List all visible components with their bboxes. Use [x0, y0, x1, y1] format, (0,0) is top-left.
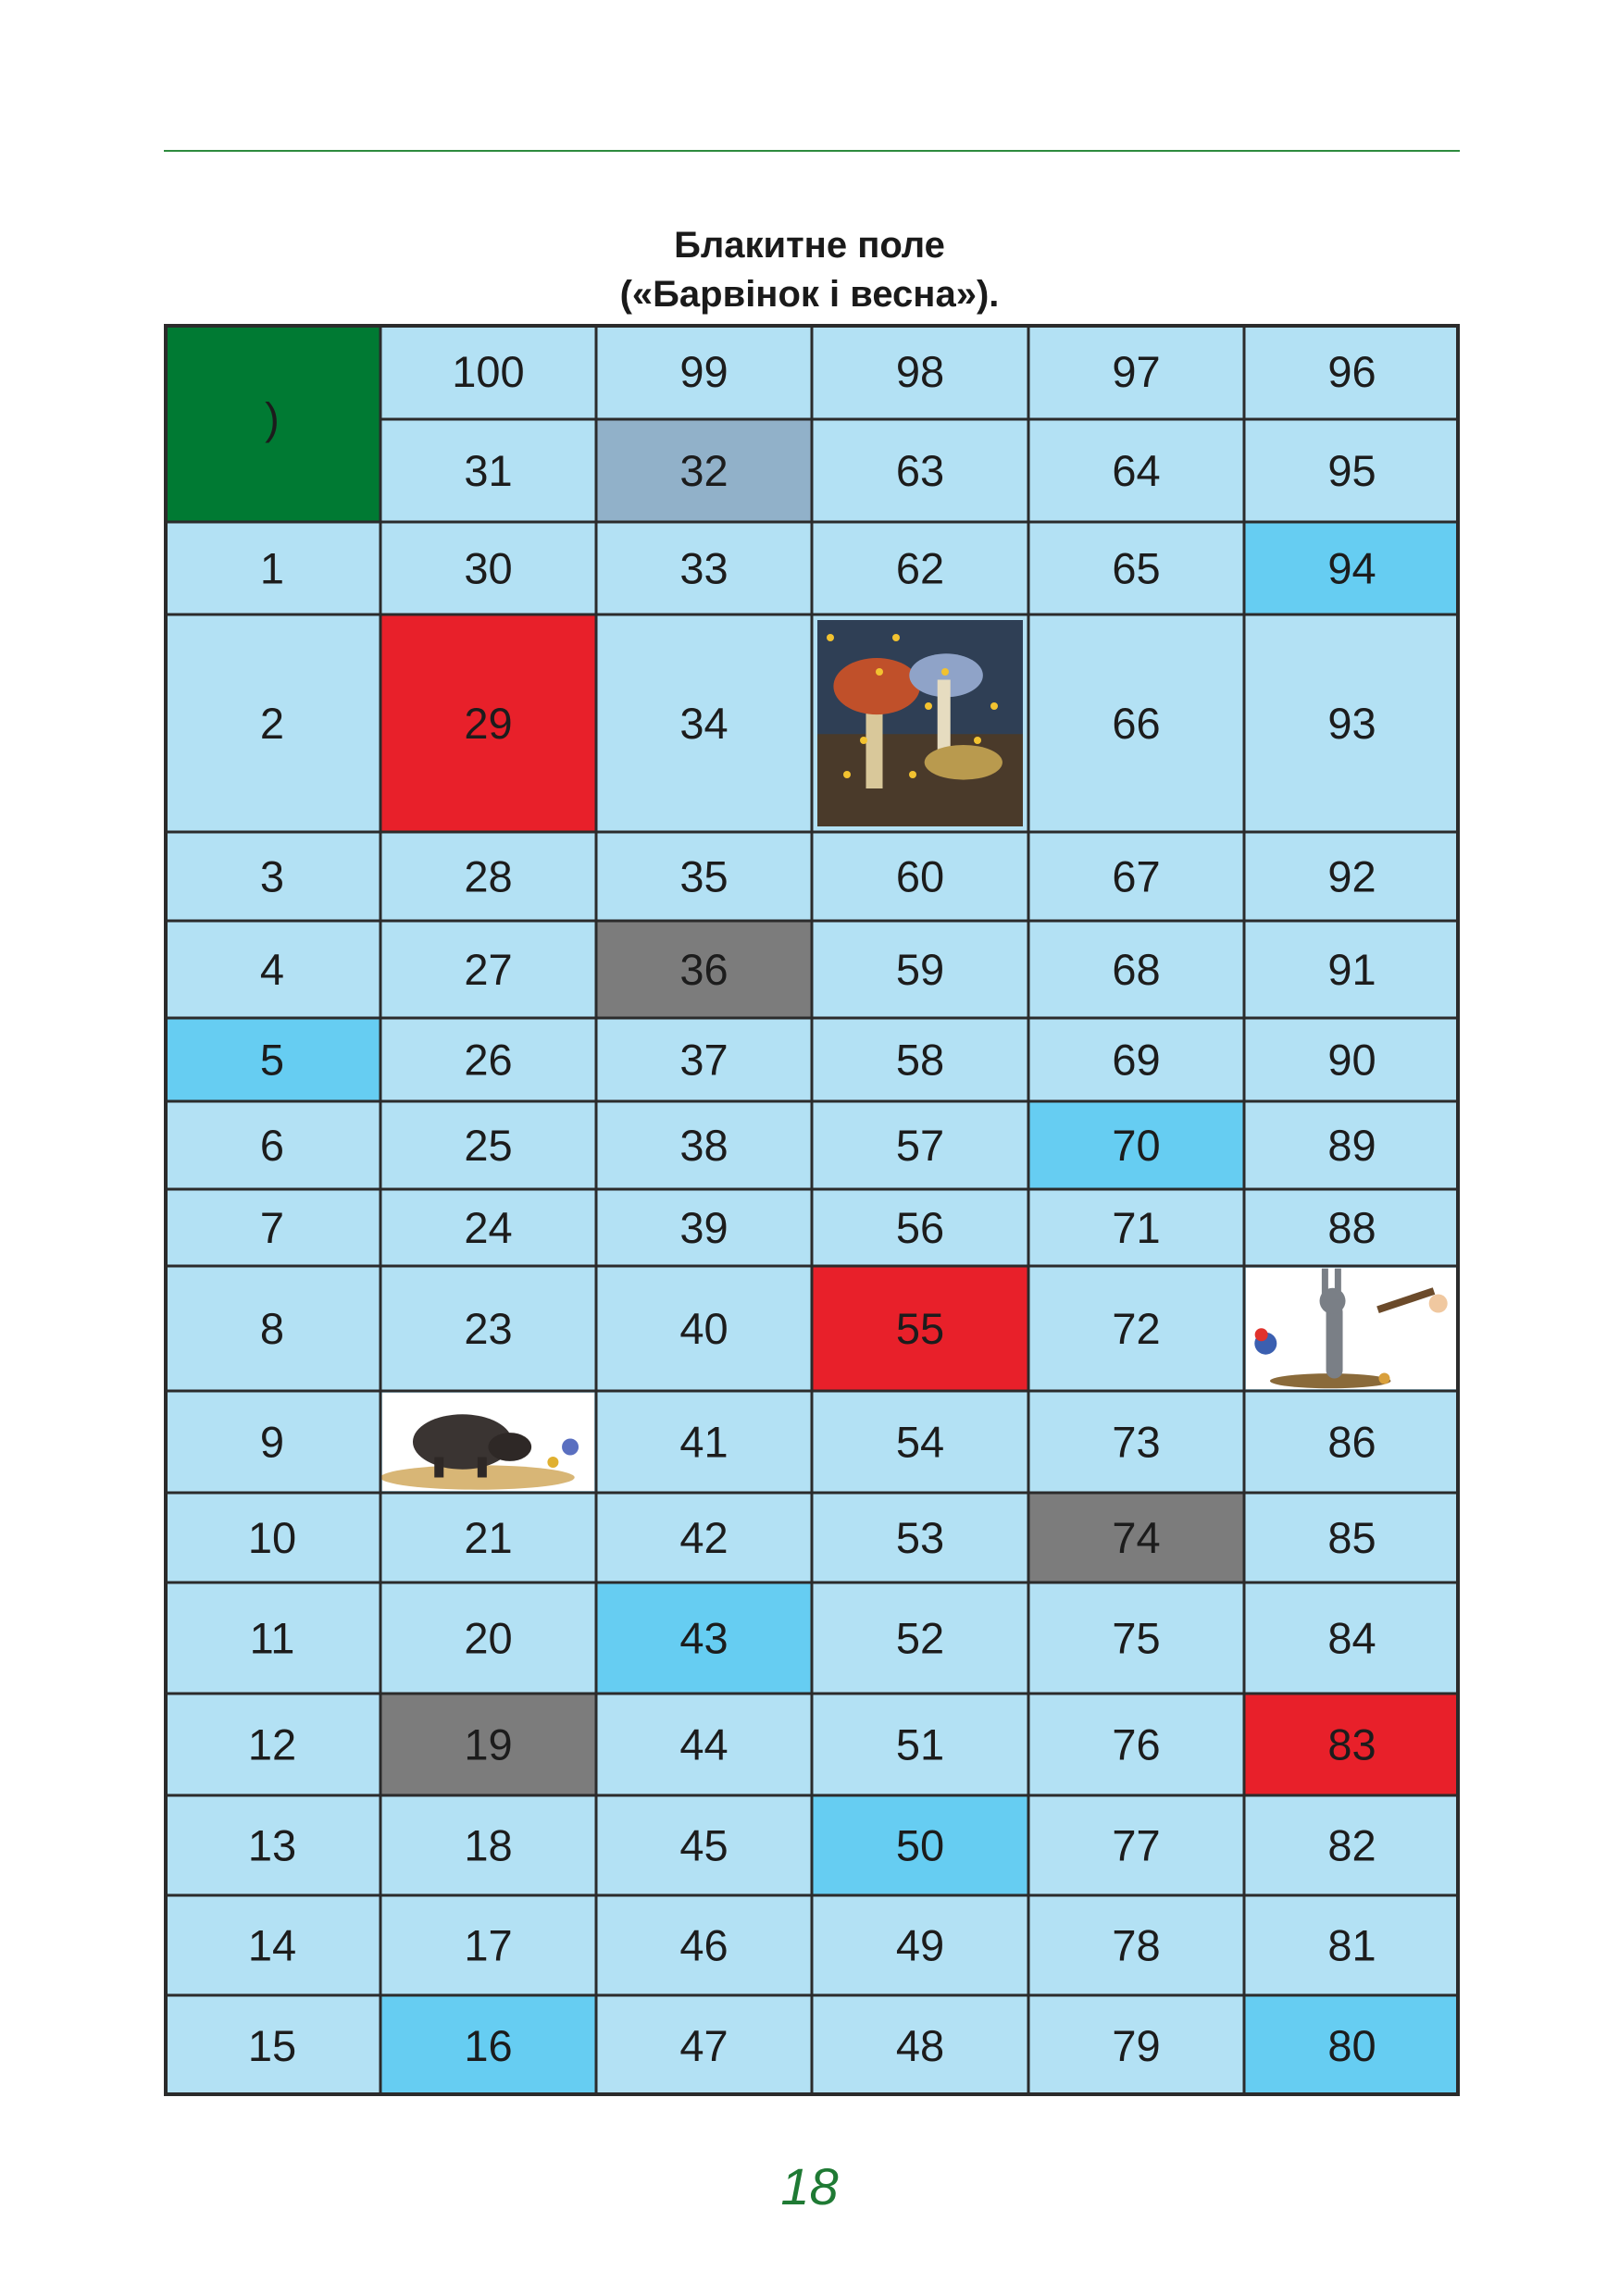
board-cell-number: 15: [247, 2021, 297, 2070]
board-cell-number: 56: [895, 1203, 945, 1252]
board-cell-number: 38: [679, 1121, 729, 1170]
board-cell-number: 54: [895, 1417, 945, 1467]
board-cell-number: 31: [464, 446, 513, 495]
board-cell-number: 33: [679, 543, 729, 593]
board-cell-number: 99: [679, 347, 729, 396]
board-cell-number: 14: [247, 1920, 297, 1970]
board-cell-number: 63: [895, 446, 945, 495]
wild-boar-illustration: [380, 1393, 594, 1491]
board-cell-number: 71: [1112, 1203, 1161, 1252]
board-cell-number: 27: [464, 945, 513, 994]
board-cell-number: 98: [895, 347, 945, 396]
board-cell-number: 29: [464, 699, 513, 748]
board-cell-number: 30: [464, 543, 513, 593]
board-cell-number: 84: [1327, 1613, 1376, 1663]
board-cell-number: 100: [452, 347, 525, 396]
board-cell-number: 85: [1327, 1513, 1376, 1562]
board-cell-number: 2: [259, 699, 285, 748]
board-cell-number: 60: [895, 851, 945, 901]
board-cell-number: 5: [259, 1035, 285, 1085]
board-cell-number: 47: [679, 2021, 729, 2070]
board-cell-number: 41: [679, 1417, 729, 1467]
board-cell-number: 76: [1112, 1719, 1161, 1769]
board-cell-number: 80: [1327, 2021, 1376, 2070]
board-cell-number: 16: [464, 2021, 513, 2070]
board-cell-number: 50: [895, 1820, 945, 1870]
board-cell-number: 75: [1112, 1613, 1161, 1663]
board-cell-number: 43: [679, 1613, 729, 1663]
board-cell-number: 89: [1327, 1121, 1376, 1170]
board-cell-number: 18: [464, 1820, 513, 1870]
board-cell-number: 24: [464, 1203, 513, 1252]
board-cell-number: 8: [259, 1304, 285, 1353]
board-cell-number: 78: [1112, 1920, 1161, 1970]
board-cell-number: 92: [1327, 851, 1376, 901]
board-cell-number: 52: [895, 1613, 945, 1663]
board-cell-number: 49: [895, 1920, 945, 1970]
board-cell-number: 77: [1112, 1820, 1161, 1870]
page-subtitle: («Барвінок і весна»).: [619, 274, 1000, 315]
board-cell-number: 74: [1112, 1513, 1161, 1562]
board-cell-number: 17: [464, 1920, 513, 1970]
board-cell-number: 51: [895, 1719, 945, 1769]
board-cell-number: 91: [1327, 945, 1376, 994]
board-cell-number: 68: [1112, 945, 1161, 994]
board-cell-number: 13: [247, 1820, 297, 1870]
board-cell-number: 26: [464, 1035, 513, 1085]
board-cell-number: 58: [895, 1035, 945, 1085]
board-cell-number: 69: [1112, 1035, 1161, 1085]
board-cell-number: 45: [679, 1820, 729, 1870]
board-cell-number: 28: [464, 851, 513, 901]
board-cell-number: 81: [1327, 1920, 1376, 1970]
board-cell-number: 37: [679, 1035, 729, 1085]
board-cell-number: 46: [679, 1920, 729, 1970]
game-board-grid: [164, 324, 1460, 2096]
start-cell-label: ): [265, 393, 280, 443]
top-rule: [164, 150, 1460, 152]
board-cell-number: 66: [1112, 699, 1161, 748]
board-cell-number: 19: [464, 1719, 513, 1769]
board-cell-number: 90: [1327, 1035, 1376, 1085]
board-cell-number: 65: [1112, 543, 1161, 593]
board-cell-number: 11: [249, 1613, 295, 1663]
board-cell-number: 4: [259, 945, 285, 994]
board-cell-number: 9: [259, 1417, 285, 1467]
board-cell-number: 88: [1327, 1203, 1376, 1252]
board-cell-number: 7: [259, 1203, 285, 1252]
board-cell-number: 44: [679, 1719, 729, 1769]
board-cell-number: 67: [1112, 851, 1161, 901]
board-cell-number: 34: [679, 699, 729, 748]
board-cell-number: 62: [895, 543, 945, 593]
board-cell-number: 35: [679, 851, 729, 901]
board-cell-number: 3: [259, 851, 285, 901]
board-cell-number: 97: [1112, 347, 1161, 396]
board-cell-number: 93: [1327, 699, 1376, 748]
board-cell-number: 1: [259, 543, 285, 593]
board-cell-number: 96: [1327, 347, 1376, 396]
board-cell-number: 6: [259, 1121, 285, 1170]
board-cell-number: 57: [895, 1121, 945, 1170]
board-cell-number: 39: [679, 1203, 729, 1252]
page-title: Блакитне поле: [674, 225, 945, 266]
board-cell-number: 23: [464, 1304, 513, 1353]
board-cell-number: 32: [679, 446, 729, 495]
board-cell-number: 12: [247, 1719, 297, 1769]
page-number: 18: [780, 2157, 839, 2215]
board-cell-number: 79: [1112, 2021, 1161, 2070]
board-cell-number: 25: [464, 1121, 513, 1170]
board-cell-number: 36: [679, 945, 729, 994]
hare-and-telescope-illustration: [1246, 1268, 1458, 1389]
board-cell-number: 10: [247, 1513, 297, 1562]
board-cell-number: 86: [1327, 1417, 1376, 1467]
board-cell-number: 70: [1112, 1121, 1161, 1170]
mushroom-house-illustration: [817, 620, 1023, 826]
board-cell-number: 59: [895, 945, 945, 994]
board-cell-number: 53: [895, 1513, 945, 1562]
board-cell-number: 48: [895, 2021, 945, 2070]
board-cell-number: 72: [1112, 1304, 1161, 1353]
board-cell-number: 21: [464, 1513, 513, 1562]
game-board: [164, 324, 1460, 2096]
board-cell-number: 73: [1112, 1417, 1161, 1467]
board-cell-number: 42: [679, 1513, 729, 1562]
board-cell-number: 82: [1327, 1820, 1376, 1870]
board-cell-number: 64: [1112, 446, 1161, 495]
board-cell-number: 40: [679, 1304, 729, 1353]
board-cell-number: 20: [464, 1613, 513, 1663]
board-cell-number: 95: [1327, 446, 1376, 495]
board-cell-number: 55: [895, 1304, 945, 1353]
board-cell-number: 83: [1327, 1719, 1376, 1769]
board-cell-number: 94: [1327, 543, 1376, 593]
